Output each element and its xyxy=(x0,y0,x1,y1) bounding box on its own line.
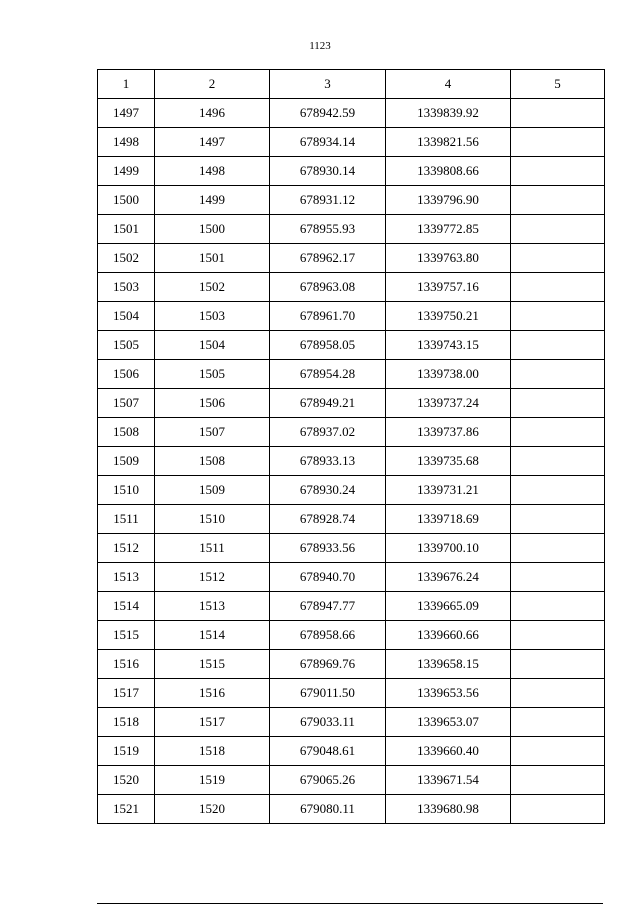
table-row xyxy=(98,737,605,766)
table-cell: 678955.93 xyxy=(270,215,386,244)
table-cell: 1339743.15 xyxy=(386,331,511,360)
table-cell: 1339680.98 xyxy=(386,795,511,824)
table-row xyxy=(98,244,605,273)
table-row xyxy=(98,476,605,505)
column-header: 3 xyxy=(270,70,386,99)
table-cell: 1339658.15 xyxy=(386,650,511,679)
table-header-row xyxy=(98,70,605,99)
table-cell: 1339660.66 xyxy=(386,621,511,650)
table-cell: 1505 xyxy=(98,331,155,360)
table-cell xyxy=(511,679,605,708)
table-cell xyxy=(511,418,605,447)
table-cell: 1515 xyxy=(98,621,155,650)
table-cell xyxy=(511,244,605,273)
table-cell: 678934.14 xyxy=(270,128,386,157)
table-cell xyxy=(511,215,605,244)
table-cell: 679033.11 xyxy=(270,708,386,737)
table-cell: 678942.59 xyxy=(270,99,386,128)
table-row xyxy=(98,273,605,302)
table-cell xyxy=(511,157,605,186)
table-cell: 679065.26 xyxy=(270,766,386,795)
footer-rule xyxy=(97,903,603,904)
table-cell: 1508 xyxy=(98,418,155,447)
table-cell: 678961.70 xyxy=(270,302,386,331)
table-cell xyxy=(511,99,605,128)
table-cell: 1516 xyxy=(155,679,270,708)
table-cell: 1510 xyxy=(98,476,155,505)
table-row xyxy=(98,331,605,360)
table-cell: 679080.11 xyxy=(270,795,386,824)
table-cell: 678963.08 xyxy=(270,273,386,302)
table-cell: 1339653.07 xyxy=(386,708,511,737)
table-cell: 1507 xyxy=(98,389,155,418)
table-cell: 1500 xyxy=(98,186,155,215)
table-row xyxy=(98,708,605,737)
table-cell: 1513 xyxy=(98,563,155,592)
table-cell: 678962.17 xyxy=(270,244,386,273)
table-cell: 1339763.80 xyxy=(386,244,511,273)
table-row xyxy=(98,795,605,824)
table-cell: 1512 xyxy=(155,563,270,592)
table-cell xyxy=(511,331,605,360)
coordinates-table xyxy=(97,69,605,824)
table-cell: 1519 xyxy=(155,766,270,795)
table-cell: 1516 xyxy=(98,650,155,679)
table-cell xyxy=(511,128,605,157)
column-header: 2 xyxy=(155,70,270,99)
table-cell: 1339671.54 xyxy=(386,766,511,795)
table-cell: 678933.13 xyxy=(270,447,386,476)
table-cell: 678928.74 xyxy=(270,505,386,534)
table-cell: 678954.28 xyxy=(270,360,386,389)
table-cell: 1504 xyxy=(155,331,270,360)
table-cell: 1339653.56 xyxy=(386,679,511,708)
table-cell: 678947.77 xyxy=(270,592,386,621)
table-cell: 678969.76 xyxy=(270,650,386,679)
table-cell xyxy=(511,360,605,389)
column-header: 1 xyxy=(98,70,155,99)
table-cell xyxy=(511,621,605,650)
table-cell: 1518 xyxy=(155,737,270,766)
table-cell: 1339735.68 xyxy=(386,447,511,476)
table-cell: 678958.05 xyxy=(270,331,386,360)
table-row xyxy=(98,679,605,708)
table-cell: 1521 xyxy=(98,795,155,824)
table-cell: 1503 xyxy=(155,302,270,331)
table-cell: 1503 xyxy=(98,273,155,302)
table-cell: 1499 xyxy=(155,186,270,215)
table-cell xyxy=(511,650,605,679)
table-cell: 678931.12 xyxy=(270,186,386,215)
table-cell: 678930.24 xyxy=(270,476,386,505)
table-cell xyxy=(511,476,605,505)
table-cell: 1339731.21 xyxy=(386,476,511,505)
table-cell: 1339737.24 xyxy=(386,389,511,418)
table-cell: 1519 xyxy=(98,737,155,766)
table-cell xyxy=(511,708,605,737)
table-cell: 1498 xyxy=(155,157,270,186)
table-cell xyxy=(511,389,605,418)
table-cell: 1499 xyxy=(98,157,155,186)
table-cell: 1514 xyxy=(98,592,155,621)
table-body xyxy=(98,99,605,824)
table-cell: 1517 xyxy=(98,679,155,708)
table-row xyxy=(98,447,605,476)
table-cell: 678930.14 xyxy=(270,157,386,186)
table-cell: 1505 xyxy=(155,360,270,389)
table-cell xyxy=(511,302,605,331)
table-cell: 1502 xyxy=(98,244,155,273)
table-cell: 1339737.86 xyxy=(386,418,511,447)
table-row xyxy=(98,505,605,534)
table-cell xyxy=(511,795,605,824)
table-row xyxy=(98,766,605,795)
table-cell: 1339738.00 xyxy=(386,360,511,389)
table-cell: 1339757.16 xyxy=(386,273,511,302)
table-cell: 1497 xyxy=(155,128,270,157)
table-cell xyxy=(511,186,605,215)
table-row xyxy=(98,650,605,679)
table-cell: 1504 xyxy=(98,302,155,331)
table-cell: 1339665.09 xyxy=(386,592,511,621)
table-row xyxy=(98,128,605,157)
table-cell xyxy=(511,273,605,302)
table-cell: 1511 xyxy=(155,534,270,563)
table-cell: 1339660.40 xyxy=(386,737,511,766)
table-cell: 1497 xyxy=(98,99,155,128)
table-cell: 1510 xyxy=(155,505,270,534)
table-cell: 1339676.24 xyxy=(386,563,511,592)
table-cell: 1500 xyxy=(155,215,270,244)
table-row xyxy=(98,389,605,418)
table-cell: 678937.02 xyxy=(270,418,386,447)
table-cell xyxy=(511,592,605,621)
table-cell: 1339821.56 xyxy=(386,128,511,157)
column-header: 4 xyxy=(386,70,511,99)
table-cell: 1514 xyxy=(155,621,270,650)
table-row xyxy=(98,592,605,621)
column-header: 5 xyxy=(511,70,605,99)
table-cell xyxy=(511,534,605,563)
table-cell: 1501 xyxy=(155,244,270,273)
table-row xyxy=(98,215,605,244)
table-cell: 1496 xyxy=(155,99,270,128)
table-cell: 1339772.85 xyxy=(386,215,511,244)
table-cell xyxy=(511,563,605,592)
table-cell: 1512 xyxy=(98,534,155,563)
table-cell: 1511 xyxy=(98,505,155,534)
table-cell: 1517 xyxy=(155,708,270,737)
table-cell xyxy=(511,766,605,795)
table-cell: 678940.70 xyxy=(270,563,386,592)
table-row xyxy=(98,563,605,592)
table-cell xyxy=(511,737,605,766)
table-cell: 1339808.66 xyxy=(386,157,511,186)
table-cell xyxy=(511,505,605,534)
table-cell: 1520 xyxy=(98,766,155,795)
table-cell: 1501 xyxy=(98,215,155,244)
table-cell: 1506 xyxy=(98,360,155,389)
table-row xyxy=(98,418,605,447)
table-cell: 1502 xyxy=(155,273,270,302)
table-cell: 1339718.69 xyxy=(386,505,511,534)
table-cell: 1339796.90 xyxy=(386,186,511,215)
table-cell: 1507 xyxy=(155,418,270,447)
table-cell: 678958.66 xyxy=(270,621,386,650)
table-cell: 1509 xyxy=(98,447,155,476)
table-cell: 1498 xyxy=(98,128,155,157)
table-row xyxy=(98,157,605,186)
table-row xyxy=(98,360,605,389)
table-cell: 678933.56 xyxy=(270,534,386,563)
table-cell: 1508 xyxy=(155,447,270,476)
table-cell: 1509 xyxy=(155,476,270,505)
table-cell: 1518 xyxy=(98,708,155,737)
table-cell: 1339750.21 xyxy=(386,302,511,331)
table-cell: 1515 xyxy=(155,650,270,679)
table-cell: 679011.50 xyxy=(270,679,386,708)
table-cell: 1513 xyxy=(155,592,270,621)
table-cell: 678949.21 xyxy=(270,389,386,418)
table-cell xyxy=(511,447,605,476)
table-row xyxy=(98,534,605,563)
table-row xyxy=(98,186,605,215)
table-cell: 1339839.92 xyxy=(386,99,511,128)
table-cell: 1520 xyxy=(155,795,270,824)
table-cell: 1506 xyxy=(155,389,270,418)
table-row xyxy=(98,99,605,128)
table-row xyxy=(98,621,605,650)
table-row xyxy=(98,302,605,331)
table-cell: 679048.61 xyxy=(270,737,386,766)
page-number: 1123 xyxy=(309,40,331,52)
table-cell: 1339700.10 xyxy=(386,534,511,563)
